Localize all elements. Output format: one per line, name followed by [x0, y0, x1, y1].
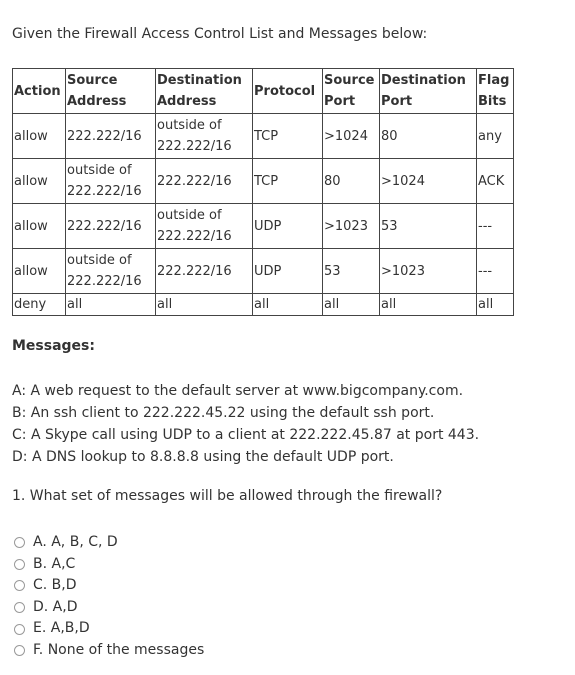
option-label: B. A,C [33, 555, 76, 572]
cell-source-address: outside of 222.222/16 [66, 159, 156, 204]
cell-source-port: >1024 [323, 114, 380, 159]
message-a: A: A web request to the default server at www.bigcompany.com. [12, 383, 464, 399]
table-row [13, 159, 514, 204]
radio-button[interactable] [14, 537, 25, 548]
cell-source-port: >1023 [323, 204, 380, 249]
option-a[interactable] [14, 532, 204, 554]
question-text: 1. What set of messages will be allowed through the firewall? [12, 488, 443, 504]
cell-flag-bits: --- [477, 204, 514, 249]
cell-destination-address: outside of 222.222/16 [156, 204, 253, 249]
cell-flag-bits: --- [477, 249, 514, 294]
option-e[interactable] [14, 618, 204, 640]
cell-flag-bits: ACK [477, 159, 514, 204]
cell-protocol: UDP [253, 204, 323, 249]
acl-table [12, 68, 514, 316]
option-label: D. A,D [33, 598, 78, 615]
answer-options [14, 532, 204, 662]
cell-action: allow [13, 204, 66, 249]
cell-destination-port: 53 [380, 204, 477, 249]
cell-destination-address: 222.222/16 [156, 159, 253, 204]
cell-protocol: TCP [253, 159, 323, 204]
cell-flag-bits: any [477, 114, 514, 159]
cell-source-address: 222.222/16 [66, 114, 156, 159]
cell-destination-port: 80 [380, 114, 477, 159]
radio-button[interactable] [14, 602, 25, 613]
option-b[interactable] [14, 554, 204, 576]
radio-button[interactable] [14, 559, 25, 570]
cell-protocol: all [253, 294, 323, 316]
cell-source-port: all [323, 294, 380, 316]
table-row [13, 114, 514, 159]
radio-button[interactable] [14, 645, 25, 656]
option-label: A. A, B, C, D [33, 534, 118, 550]
option-label: E. A,B,D [33, 620, 90, 637]
cell-destination-address: outside of 222.222/16 [156, 114, 253, 159]
cell-source-address: all [66, 294, 156, 316]
message-c: C: A Skype call using UDP to a client at 222.222.45.87 at port 443. [12, 427, 480, 443]
cell-source-port: 53 [323, 249, 380, 294]
cell-action: deny [13, 294, 66, 316]
table-row [13, 249, 514, 294]
cell-destination-address: all [156, 294, 253, 316]
header-flag-bits: Flag Bits [477, 69, 514, 114]
header-action: Action [13, 69, 66, 114]
option-label: F. None of the messages [33, 641, 205, 658]
message-b: B: An ssh client to 222.222.45.22 using the default ssh port. [12, 405, 435, 421]
table-row [13, 294, 514, 316]
messages-heading: Messages: [12, 338, 95, 354]
cell-action: allow [13, 114, 66, 159]
table-row [13, 204, 514, 249]
message-d: D: A DNS lookup to 8.8.8.8 using the default UDP port. [12, 449, 394, 465]
cell-destination-port: >1023 [380, 249, 477, 294]
cell-protocol: TCP [253, 114, 323, 159]
cell-flag-bits: all [477, 294, 514, 316]
cell-action: allow [13, 159, 66, 204]
cell-source-address: outside of 222.222/16 [66, 249, 156, 294]
radio-button[interactable] [14, 580, 25, 591]
cell-destination-address: 222.222/16 [156, 249, 253, 294]
cell-destination-port: all [380, 294, 477, 316]
option-c[interactable] [14, 575, 204, 597]
cell-source-address: 222.222/16 [66, 204, 156, 249]
acl-header-row [13, 69, 514, 114]
header-destination-address: Destination Address [156, 69, 253, 114]
header-source-port: Source Port [323, 69, 380, 114]
header-protocol: Protocol [253, 69, 323, 114]
header-destination-port: Destination Port [380, 69, 477, 114]
option-f[interactable] [14, 640, 204, 662]
header-source-address: Source Address [66, 69, 156, 114]
cell-protocol: UDP [253, 249, 323, 294]
option-label: C. B,D [33, 577, 77, 594]
cell-action: allow [13, 249, 66, 294]
option-d[interactable] [14, 597, 204, 619]
intro-text: Given the Firewall Access Control List and Messages below: [12, 26, 428, 42]
messages-list [12, 380, 479, 468]
radio-button[interactable] [14, 624, 25, 635]
cell-source-port: 80 [323, 159, 380, 204]
cell-destination-port: >1024 [380, 159, 477, 204]
